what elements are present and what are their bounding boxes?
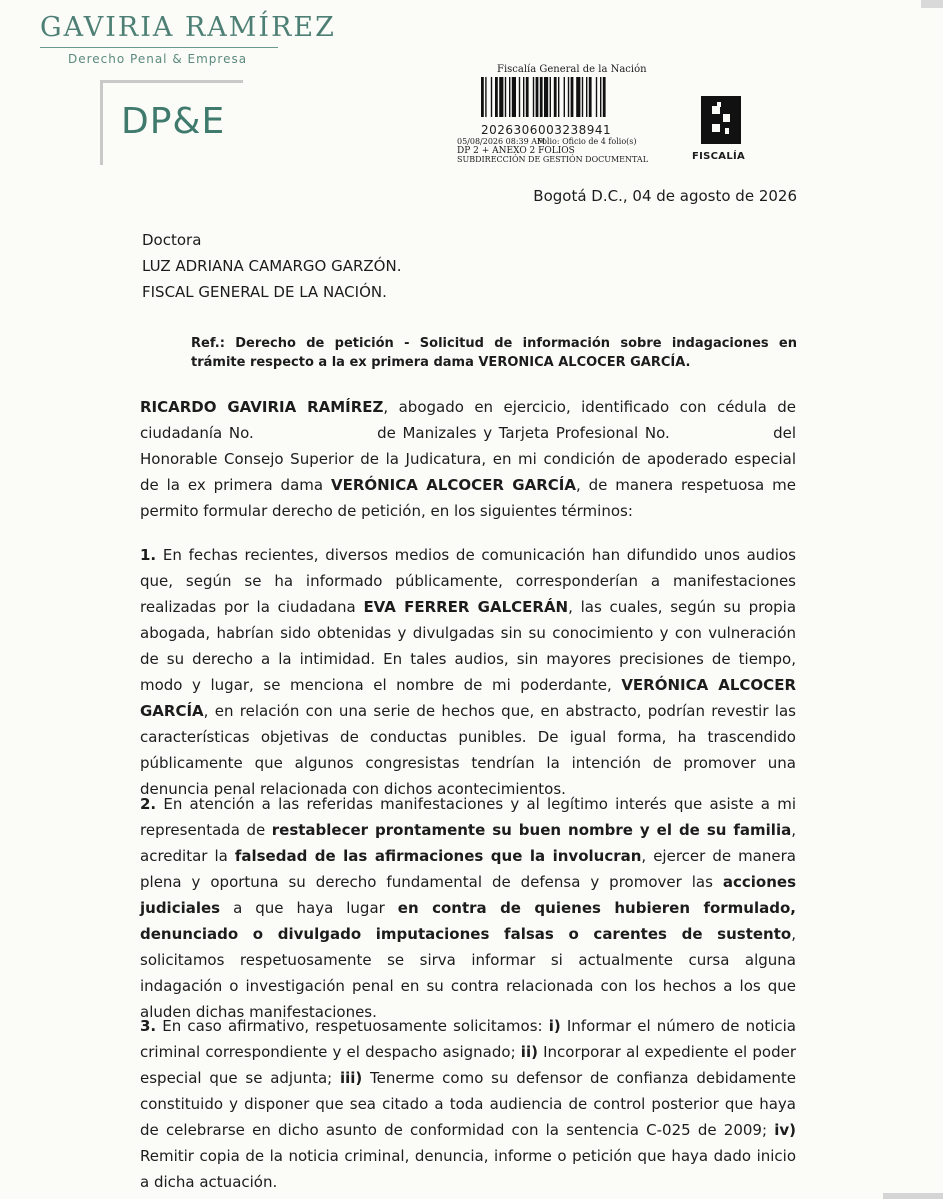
firm-logo: DP&E	[121, 101, 226, 142]
item-marker: iii)	[340, 1069, 363, 1087]
firm-tagline: Derecho Penal & Empresa	[68, 52, 248, 66]
recipient-title: FISCAL GENERAL DE LA NACIÓN.	[142, 283, 387, 301]
item-marker: iv)	[774, 1121, 796, 1139]
client-name: VERÓNICA ALCOCER GARCÍA	[140, 676, 796, 720]
point-2-paragraph	[140, 791, 796, 1025]
point-text: En fechas recientes, diversos medios de comunicación han difundido unos audios que, según se ha informado públicamente, corresponderían a manifestaciones realizadas por la ciudadana	[140, 546, 796, 616]
sender-name: RICARDO GAVIRIA RAMÍREZ	[140, 398, 384, 416]
named-person: EVA FERRER GALCERÁN	[363, 598, 569, 616]
client-name: VERÓNICA ALCOCER GARCÍA	[330, 476, 576, 494]
item-marker: ii)	[520, 1043, 538, 1061]
point-text: , acreditar la	[140, 821, 796, 865]
point-1-paragraph	[140, 542, 796, 802]
recipient-name: LUZ ADRIANA CAMARGO GARZÓN.	[142, 257, 402, 275]
emphasis-text: en contra de quienes hubieren formulado, denunciado o divulgado imputaciones falsas o carentes de sustento	[140, 899, 796, 943]
reference-line: Ref.: Derecho de petición - Solicitud de información sobre indagaciones en trámite respecto a la ex primera dama VERONICA ALCOCER GARCÍA.	[191, 336, 797, 370]
point-text: , las cuales, según su propia abogada, habrían sido obtenidas y divulgadas sin su conocimiento y con vulneración de su derecho a la intimidad. En tales audios, sin mayores precisiones de tiempo, modo y lugar, se menciona el nombre de mi poderdante,	[140, 598, 797, 694]
point-text: , en relación con una serie de hechos que, en abstracto, podrían revestir las características objetivas de conductas punibles. De igual forma, ha trascendido públicamente que algunos congresistas tendrían la intención de promover una denuncia penal relacionada con dichos acontecimientos.	[140, 702, 796, 798]
point-text: a que haya lugar	[220, 899, 398, 917]
letterhead-divider	[40, 47, 278, 48]
point-number: 1.	[140, 546, 157, 564]
point-3-paragraph	[140, 1013, 796, 1195]
point-text: Incorporar al expediente el poder especial que se adjunta;	[140, 1043, 796, 1087]
emphasis-text: restablecer prontamente su buen nombre y el de su familia	[271, 821, 792, 839]
scan-edge-mark	[921, 0, 943, 8]
stamp-entity: Fiscalía General de la Nación	[497, 64, 647, 75]
intro-text: , abogado en ejercicio, identificado con cédula de ciudadanía No.	[140, 398, 796, 442]
intro-text: de Manizales y Tarjeta Profesional No.	[377, 424, 670, 442]
point-text: , ejercer de manera plena y oportuna su derecho fundamental de defensa y promover las	[140, 847, 796, 891]
point-text: , solicitamos respetuosamente se sirva informar si actualmente cursa alguna indagación o investigación penal en su contra relacionada con los hechos a los que aluden dichas manifestaciones.	[140, 925, 796, 1021]
salutation: Doctora	[142, 231, 202, 249]
point-text: Remitir copia de la noticia criminal, denuncia, informe o petición que haya dado inicio a dicha actuación.	[140, 1147, 796, 1191]
fiscalia-logo-icon	[695, 92, 747, 148]
barcode-icon	[477, 75, 673, 127]
intro-text: , de manera respetuosa me permito formular derecho de petición, en los siguientes términos:	[140, 476, 796, 520]
intro-text: del Honorable Consejo Superior de la Judicatura, en mi condición de apoderado especial de la ex primera dama	[140, 424, 796, 494]
point-number: 2.	[140, 795, 157, 813]
stamp-datetime: 05/08/2026 08:39 AM	[457, 137, 546, 146]
stamp-barcode-number: 20263060032389​41	[481, 123, 612, 137]
item-marker: i)	[548, 1017, 561, 1035]
emphasis-text: acciones judiciales	[140, 873, 796, 917]
stamp-annex: DP 2 + ANEXO 2 FOLIOS	[457, 146, 575, 156]
emphasis-text: falsedad de las afirmaciones que la involucran	[234, 847, 642, 865]
point-text: Tenerme como su defensor de confianza debidamente constituido y disponer que sea citado a toda audiencia de control posterior que haya de celebrarse en dicho asunto de conformidad con la sentencia C-025 de 2009;	[140, 1069, 796, 1139]
intro-paragraph	[140, 394, 796, 524]
point-text: En caso afirmativo, respetuosamente solicitamos:	[156, 1017, 549, 1035]
stamp-folio: Folio: Oficio de 4 folio(s)	[537, 137, 637, 146]
point-text: En atención a las referidas manifestaciones y al legítimo interés que asiste a mi representada de	[140, 795, 796, 839]
scan-edge-mark	[883, 1193, 943, 1199]
fiscalia-logo-label: FISCALÍA	[692, 151, 746, 162]
place-date: Bogotá D.C., 04 de agosto de 2026	[533, 187, 797, 205]
stamp-office: SUBDIRECCIÓN DE GESTIÓN DOCUMENTAL	[457, 155, 649, 164]
point-number: 3.	[140, 1017, 157, 1035]
firm-name: GAVIRIA RAMÍREZ	[40, 12, 336, 43]
point-text: Informar el número de noticia criminal correspondiente y el despacho asignado;	[140, 1017, 797, 1061]
